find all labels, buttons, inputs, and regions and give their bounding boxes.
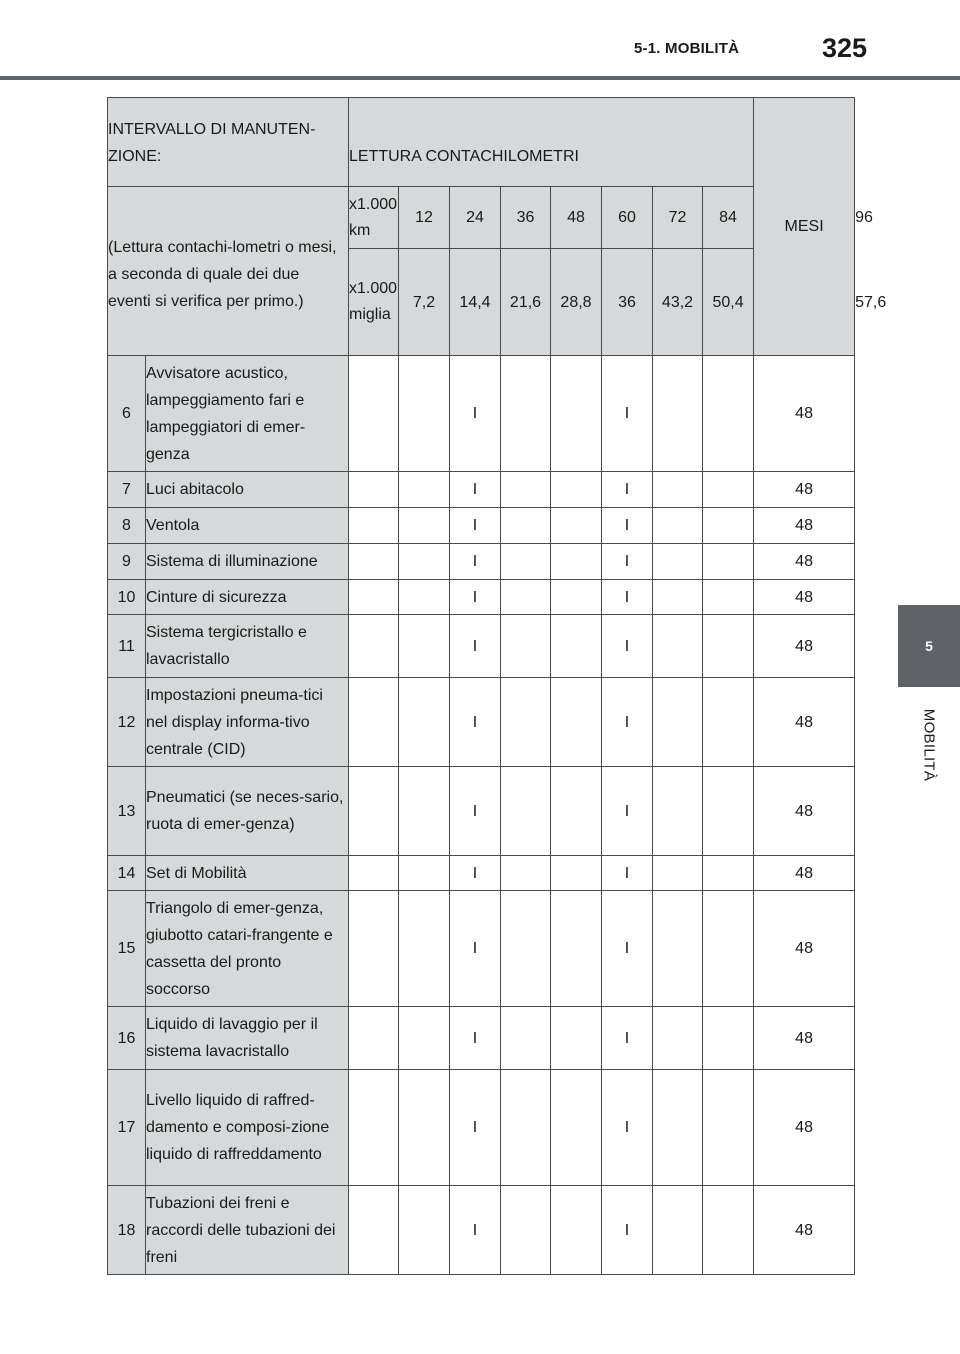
table-row [108, 891, 855, 1007]
interval-cell [501, 508, 551, 544]
interval-cell: I [602, 891, 653, 1007]
row-item: Luci abitacolo [146, 472, 349, 508]
table-row [108, 856, 855, 891]
table-row [108, 678, 855, 767]
months-header: MESI [754, 98, 855, 356]
interval-cell: I [450, 1186, 501, 1275]
interval-cell: I [450, 678, 501, 767]
interval-cell [501, 767, 551, 856]
km-value: 36 [501, 187, 551, 249]
interval-cell [551, 678, 602, 767]
interval-cell: I [602, 544, 653, 580]
interval-cell [349, 856, 399, 891]
interval-cell [349, 891, 399, 1007]
row-months: 48 [754, 891, 855, 1007]
interval-cell [349, 472, 399, 508]
row-months: 48 [754, 472, 855, 508]
interval-cell [653, 1007, 703, 1070]
interval-cell [551, 580, 602, 615]
table-row [108, 615, 855, 678]
interval-cell [399, 580, 450, 615]
interval-cell [349, 678, 399, 767]
row-item: Livello liquido di raffred-damento e composi-zione liquido di raffreddamento [146, 1070, 349, 1186]
interval-cell [653, 1070, 703, 1186]
interval-cell [399, 1186, 450, 1275]
interval-cell [653, 356, 703, 472]
km-value: 84 [703, 187, 754, 249]
interval-cell [399, 891, 450, 1007]
table-row [108, 544, 855, 580]
row-number: 17 [108, 1070, 146, 1186]
miles-unit-label: x1.000 miglia [349, 249, 399, 356]
row-months: 48 [754, 544, 855, 580]
interval-cell [653, 544, 703, 580]
interval-cell [703, 1007, 754, 1070]
interval-cell [501, 1186, 551, 1275]
interval-cell [501, 1007, 551, 1070]
interval-cell [501, 678, 551, 767]
row-months: 48 [754, 580, 855, 615]
interval-cell [399, 678, 450, 767]
row-months: 48 [754, 615, 855, 678]
interval-cell: I [602, 678, 653, 767]
row-months: 48 [754, 678, 855, 767]
interval-cell [399, 615, 450, 678]
row-item: Pneumatici (se neces-sario, ruota di emer-genza) [146, 767, 349, 856]
row-number: 13 [108, 767, 146, 856]
row-number: 6 [108, 356, 146, 472]
row-item: Ventola [146, 508, 349, 544]
miles-value: 50,4 [703, 249, 754, 356]
table-row [108, 356, 855, 472]
miles-value: 21,6 [501, 249, 551, 356]
miles-value: 36 [602, 249, 653, 356]
miles-row: x1.000 miglia 7,2 14,4 21,6 28,8 36 43,2 50,4 57,6 [108, 249, 855, 356]
interval-cell [703, 615, 754, 678]
interval-cell [501, 544, 551, 580]
interval-cell [551, 767, 602, 856]
interval-cell [551, 891, 602, 1007]
interval-cell [501, 472, 551, 508]
interval-cell [653, 615, 703, 678]
interval-cell [653, 580, 703, 615]
row-item: Avvisatore acustico, lampeggiamento fari e lampeggiatori di emer-genza [146, 356, 349, 472]
interval-note: (Lettura contachi-lometri o mesi, a seconda di quale dei due eventi si verifica per primo.) [108, 187, 349, 356]
interval-cell: I [450, 1070, 501, 1186]
table-row [108, 508, 855, 544]
interval-cell: I [450, 767, 501, 856]
table-row [108, 1186, 855, 1275]
interval-cell [399, 1070, 450, 1186]
km-value: 24 [450, 187, 501, 249]
row-number: 14 [108, 856, 146, 891]
maintenance-table [107, 97, 887, 1275]
interval-cell [501, 1070, 551, 1186]
row-months: 48 [754, 767, 855, 856]
interval-cell [349, 767, 399, 856]
row-months: 48 [754, 1186, 855, 1275]
table-row [108, 1070, 855, 1186]
row-number: 15 [108, 891, 146, 1007]
interval-cell [703, 1070, 754, 1186]
interval-cell: I [450, 508, 501, 544]
interval-cell [399, 767, 450, 856]
interval-cell [653, 678, 703, 767]
interval-cell: I [450, 1007, 501, 1070]
table-row [108, 1007, 855, 1070]
interval-cell: I [450, 472, 501, 508]
miles-value: 43,2 [653, 249, 703, 356]
interval-cell: I [450, 356, 501, 472]
interval-cell [349, 544, 399, 580]
km-value: 72 [653, 187, 703, 249]
interval-cell [703, 1186, 754, 1275]
interval-cell: I [602, 508, 653, 544]
interval-cell: I [602, 356, 653, 472]
interval-cell: I [450, 615, 501, 678]
interval-cell [399, 856, 450, 891]
row-months: 48 [754, 356, 855, 472]
interval-cell: I [602, 615, 653, 678]
interval-cell [349, 615, 399, 678]
interval-cell [653, 856, 703, 891]
interval-cell [399, 472, 450, 508]
interval-cell: I [450, 856, 501, 891]
table-header-row [108, 98, 855, 187]
interval-cell [399, 356, 450, 472]
interval-cell [551, 1070, 602, 1186]
interval-cell [551, 508, 602, 544]
interval-cell [703, 544, 754, 580]
table-row [108, 767, 855, 856]
interval-cell [551, 856, 602, 891]
interval-cell: I [450, 544, 501, 580]
row-months: 48 [754, 1070, 855, 1186]
interval-cell: I [450, 891, 501, 1007]
interval-cell [501, 856, 551, 891]
chapter-tab [898, 605, 960, 687]
km-unit-label: x1.000 km [349, 187, 399, 249]
interval-cell [349, 1007, 399, 1070]
row-number: 8 [108, 508, 146, 544]
km-value: 60 [602, 187, 653, 249]
row-item: Cinture di sicurezza [146, 580, 349, 615]
section-title: 5-1. MOBILITÀ [634, 40, 740, 57]
interval-cell [703, 356, 754, 472]
row-number: 9 [108, 544, 146, 580]
row-item: Liquido di lavaggio per il sistema lavacristallo [146, 1007, 349, 1070]
interval-cell: I [602, 580, 653, 615]
miles-value: 7,2 [399, 249, 450, 356]
row-item: Sistema tergicristallo e lavacristallo [146, 615, 349, 678]
interval-cell [703, 767, 754, 856]
interval-cell [399, 1007, 450, 1070]
miles-value: 14,4 [450, 249, 501, 356]
row-number: 12 [108, 678, 146, 767]
chapter-label: MOBILITÀ [920, 708, 938, 782]
interval-cell [703, 580, 754, 615]
interval-cell [551, 472, 602, 508]
interval-cell: I [602, 472, 653, 508]
interval-cell [399, 544, 450, 580]
interval-cell [653, 891, 703, 1007]
row-item: Impostazioni pneuma-tici nel display informa-tivo centrale (CID) [146, 678, 349, 767]
page-number: 325 [822, 33, 868, 63]
row-item: Triangolo di emer-genza, giubotto catari-frangente e cassetta del pronto soccorso [146, 891, 349, 1007]
interval-cell [551, 544, 602, 580]
km-row: (Lettura contachi-lometri o mesi, a seconda di quale dei due eventi si verifica per primo.) x1.000 km 12 24 36 48 60 72 84 96 [108, 187, 855, 249]
row-number: 7 [108, 472, 146, 508]
row-months: 48 [754, 1007, 855, 1070]
table-row [108, 580, 855, 615]
row-item: Sistema di illuminazione [146, 544, 349, 580]
interval-cell [551, 356, 602, 472]
interval-cell [349, 356, 399, 472]
interval-cell [501, 356, 551, 472]
row-months: 48 [754, 508, 855, 544]
row-number: 11 [108, 615, 146, 678]
interval-cell [653, 1186, 703, 1275]
interval-cell [703, 678, 754, 767]
interval-cell [653, 508, 703, 544]
interval-cell [349, 1186, 399, 1275]
interval-cell [703, 856, 754, 891]
interval-cell [349, 508, 399, 544]
interval-cell [501, 580, 551, 615]
interval-cell [703, 508, 754, 544]
odometer-header: LETTURA CONTACHILOMETRI [349, 98, 754, 187]
interval-cell [551, 1007, 602, 1070]
interval-cell: I [602, 767, 653, 856]
header-rule [0, 76, 960, 80]
interval-cell [703, 891, 754, 1007]
chapter-number: 5 [925, 638, 933, 654]
interval-cell [703, 472, 754, 508]
interval-cell [551, 615, 602, 678]
km-value: 12 [399, 187, 450, 249]
interval-cell [349, 580, 399, 615]
row-months: 48 [754, 856, 855, 891]
row-number: 16 [108, 1007, 146, 1070]
row-number: 18 [108, 1186, 146, 1275]
interval-cell: I [602, 1007, 653, 1070]
interval-cell: I [602, 1186, 653, 1275]
table-row [108, 472, 855, 508]
interval-cell: I [602, 856, 653, 891]
km-value: 48 [551, 187, 602, 249]
row-item: Tubazioni dei freni e raccordi delle tubazioni dei freni [146, 1186, 349, 1275]
interval-header: INTERVALLO DI MANUTEN-ZIONE: [108, 98, 349, 187]
row-item: Set di Mobilità [146, 856, 349, 891]
interval-cell [653, 472, 703, 508]
interval-cell [551, 1186, 602, 1275]
interval-cell [399, 508, 450, 544]
interval-cell [653, 767, 703, 856]
interval-cell: I [450, 580, 501, 615]
miles-value: 28,8 [551, 249, 602, 356]
interval-cell: I [602, 1070, 653, 1186]
interval-cell [501, 891, 551, 1007]
interval-cell [349, 1070, 399, 1186]
row-number: 10 [108, 580, 146, 615]
interval-cell [501, 615, 551, 678]
